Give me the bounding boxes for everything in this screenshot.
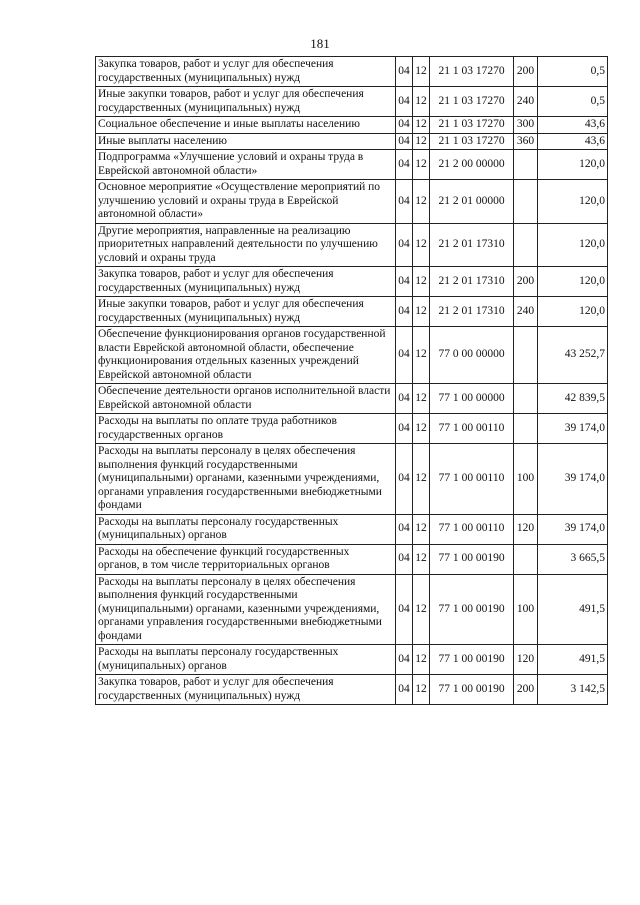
row-expense-type: 120 [514,645,538,675]
row-amount: 43 252,7 [538,327,608,384]
row-subsection: 12 [413,133,430,150]
row-amount: 120,0 [538,297,608,327]
row-name: Подпрограмма «Улучшение условий и охраны труда в Еврейской автономной области» [96,150,396,180]
table-row [96,150,608,180]
row-subsection: 12 [413,180,430,224]
row-section: 04 [396,117,413,134]
row-subsection: 12 [413,514,430,544]
row-subsection: 12 [413,297,430,327]
row-amount: 39 174,0 [538,414,608,444]
row-name: Иные закупки товаров, работ и услуг для обеспечения государственных (муниципальных) нужд [96,297,396,327]
row-target-article: 77 1 00 00190 [430,574,514,645]
row-target-article: 21 2 01 00000 [430,180,514,224]
row-section: 04 [396,444,413,515]
row-target-article: 21 1 03 17270 [430,133,514,150]
row-subsection: 12 [413,444,430,515]
row-section: 04 [396,267,413,297]
row-amount: 120,0 [538,150,608,180]
row-name: Расходы на выплаты персоналу государственных (муниципальных) органов [96,514,396,544]
row-section: 04 [396,544,413,574]
row-amount: 43,6 [538,133,608,150]
row-expense-type: 200 [514,57,538,87]
budget-table [95,56,608,705]
row-expense-type: 100 [514,444,538,515]
row-section: 04 [396,675,413,705]
row-subsection: 12 [413,150,430,180]
row-name: Расходы на выплаты персоналу в целях обеспечения выполнения функций государственными (муниципальными) органами, казенными учреждениями, органами управления государственными внебюджетными фондами [96,444,396,515]
row-name: Иные выплаты населению [96,133,396,150]
row-name: Расходы на выплаты персоналу в целях обеспечения выполнения функций государственными (муниципальными) органами, казенными учреждениями, органами управления государственными внебюджетными фондами [96,574,396,645]
row-subsection: 12 [413,414,430,444]
row-section: 04 [396,645,413,675]
row-amount: 491,5 [538,645,608,675]
row-expense-type: 200 [514,267,538,297]
row-target-article: 21 1 03 17270 [430,57,514,87]
row-expense-type [514,327,538,384]
row-section: 04 [396,574,413,645]
row-section: 04 [396,180,413,224]
row-amount: 491,5 [538,574,608,645]
row-target-article: 21 2 01 17310 [430,223,514,267]
row-section: 04 [396,514,413,544]
row-name: Закупка товаров, работ и услуг для обеспечения государственных (муниципальных) нужд [96,267,396,297]
row-expense-type [514,414,538,444]
table-row [96,327,608,384]
row-expense-type: 360 [514,133,538,150]
row-target-article: 77 1 00 00110 [430,414,514,444]
row-subsection: 12 [413,675,430,705]
row-target-article: 77 1 00 00190 [430,645,514,675]
row-target-article: 77 1 00 00000 [430,384,514,414]
row-name: Закупка товаров, работ и услуг для обеспечения государственных (муниципальных) нужд [96,675,396,705]
row-name: Обеспечение деятельности органов исполнительной власти Еврейской автономной области [96,384,396,414]
table-row [96,384,608,414]
row-name: Закупка товаров, работ и услуг для обеспечения государственных (муниципальных) нужд [96,57,396,87]
table-row [96,57,608,87]
row-amount: 43,6 [538,117,608,134]
row-amount: 120,0 [538,267,608,297]
row-amount: 0,5 [538,87,608,117]
row-expense-type: 300 [514,117,538,134]
row-expense-type [514,180,538,224]
row-section: 04 [396,297,413,327]
row-expense-type [514,544,538,574]
row-subsection: 12 [413,327,430,384]
table-row [96,117,608,134]
table-row [96,297,608,327]
page-number: 181 [310,36,330,51]
table-row [96,514,608,544]
table-row [96,544,608,574]
row-name: Иные закупки товаров, работ и услуг для обеспечения государственных (муниципальных) нужд [96,87,396,117]
row-target-article: 21 2 00 00000 [430,150,514,180]
row-name: Основное мероприятие «Осуществление мероприятий по улучшению условий и охраны труда в Еврейской автономной области» [96,180,396,224]
row-name: Расходы на выплаты персоналу государственных (муниципальных) органов [96,645,396,675]
row-expense-type: 200 [514,675,538,705]
row-name: Расходы на обеспечение функций государственных органов, в том числе территориальных органов [96,544,396,574]
row-expense-type: 120 [514,514,538,544]
row-expense-type [514,384,538,414]
row-section: 04 [396,57,413,87]
row-subsection: 12 [413,267,430,297]
row-amount: 3 665,5 [538,544,608,574]
row-target-article: 77 1 00 00190 [430,544,514,574]
row-expense-type: 240 [514,87,538,117]
row-name: Социальное обеспечение и иные выплаты населению [96,117,396,134]
row-amount: 0,5 [538,57,608,87]
table-row [96,223,608,267]
row-name: Обеспечение функционирования органов государственной власти Еврейской автономной области, обеспечение функционирования отдельных казенных учреждений Еврейской автономной области [96,327,396,384]
row-target-article: 21 2 01 17310 [430,297,514,327]
row-target-article: 77 0 00 00000 [430,327,514,384]
row-target-article: 21 1 03 17270 [430,87,514,117]
table-row [96,414,608,444]
row-section: 04 [396,327,413,384]
row-section: 04 [396,87,413,117]
table-row [96,87,608,117]
row-amount: 39 174,0 [538,514,608,544]
row-section: 04 [396,414,413,444]
row-section: 04 [396,150,413,180]
row-expense-type: 100 [514,574,538,645]
row-subsection: 12 [413,574,430,645]
row-amount: 42 839,5 [538,384,608,414]
row-target-article: 21 1 03 17270 [430,117,514,134]
row-subsection: 12 [413,384,430,414]
row-amount: 39 174,0 [538,444,608,515]
row-section: 04 [396,223,413,267]
row-subsection: 12 [413,645,430,675]
row-target-article: 77 1 00 00110 [430,444,514,515]
row-expense-type: 240 [514,297,538,327]
row-target-article: 77 1 00 00190 [430,675,514,705]
row-subsection: 12 [413,117,430,134]
row-section: 04 [396,384,413,414]
row-target-article: 21 2 01 17310 [430,267,514,297]
row-amount: 120,0 [538,223,608,267]
row-section: 04 [396,133,413,150]
row-target-article: 77 1 00 00110 [430,514,514,544]
row-amount: 3 142,5 [538,675,608,705]
table-row [96,675,608,705]
table-row [96,267,608,297]
row-amount: 120,0 [538,180,608,224]
table-row [96,444,608,515]
table-row [96,574,608,645]
row-expense-type [514,223,538,267]
row-name: Другие мероприятия, направленные на реализацию приоритетных направлений деятельности по улучшению условий и охраны труда [96,223,396,267]
row-expense-type [514,150,538,180]
row-subsection: 12 [413,223,430,267]
row-name: Расходы на выплаты по оплате труда работников государственных органов [96,414,396,444]
row-subsection: 12 [413,57,430,87]
table-row [96,645,608,675]
row-subsection: 12 [413,544,430,574]
row-subsection: 12 [413,87,430,117]
table-row [96,180,608,224]
table-row [96,133,608,150]
